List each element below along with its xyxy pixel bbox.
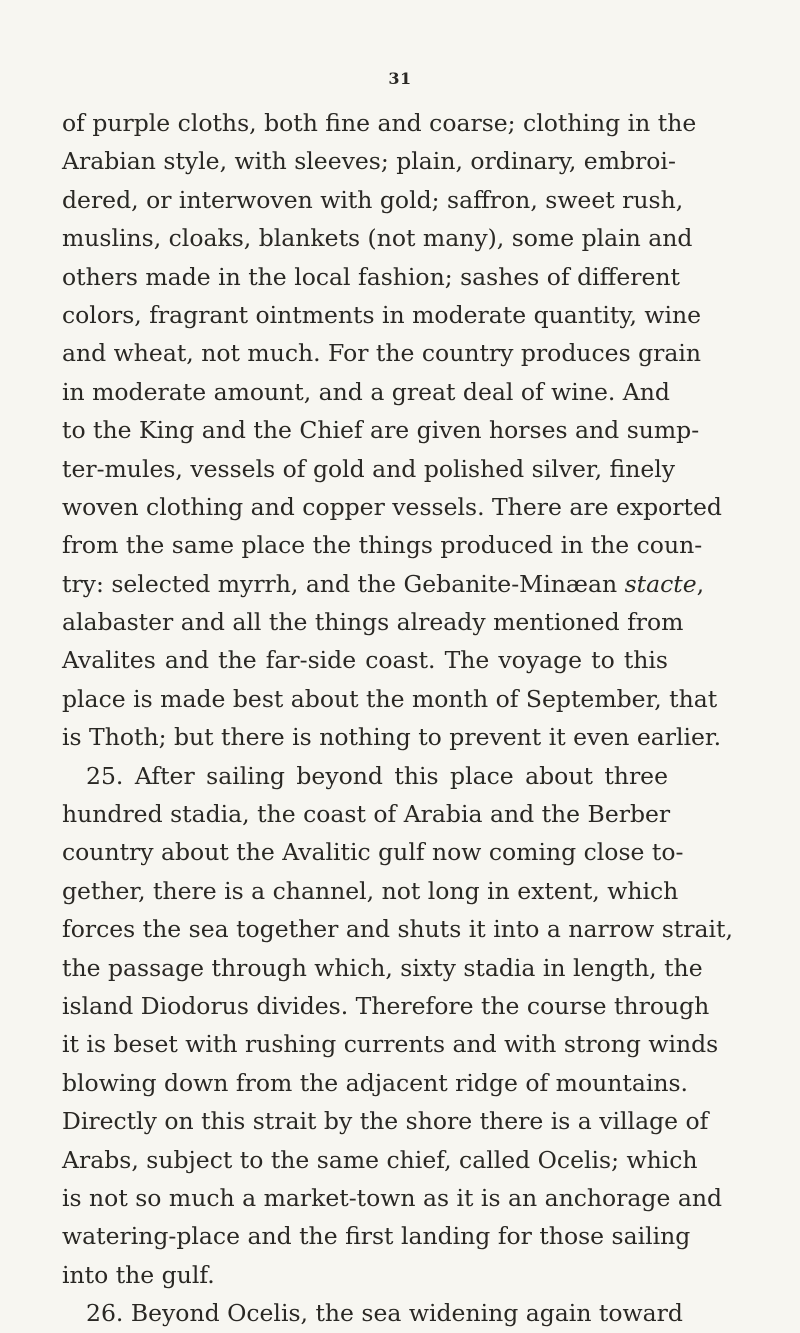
paragraph-start-line: 26. Beyond Ocelis, the sea widening again toward [86,1299,683,1328]
text-line: is Thoth; but there is nothing to prevent it even earlier. [62,723,722,752]
text-line: Arabs, subject to the same chief, called Ocelis; which [62,1145,698,1174]
text-line: country about the Avalitic gulf now coming close to- [62,838,684,867]
text-line: dered, or interwoven with gold; saffron, sweet rush, [62,185,684,214]
text-line: woven clothing and copper vessels. There are exported [62,492,722,521]
body-text [62,104,733,1333]
text-line: blowing down from the adjacent ridge of mountains. [62,1068,689,1097]
text-line: Directly on this strait by the shore there is a village of [62,1107,709,1136]
text-line: watering-place and the first landing for those sailing [62,1222,691,1251]
text-line: Arabian style, with sleeves; plain, ordinary, embroi- [62,147,676,176]
text-segment: try: selected myrrh, and the Gebanite-Minæan [62,569,625,598]
text-line: of purple cloths, both fine and coarse; clothing in the [62,109,697,137]
text-line: place is made best about the month of September, that [62,684,718,713]
text-line: the passage through which, sixty stadia in length, the [62,953,703,982]
text-line: from the same place the things produced in the coun- [62,531,703,560]
paragraph-start-line: 25. After sailing beyond this place about three [86,761,668,790]
text-line: forces the sea together and shuts it into a narrow strait, [62,915,733,944]
italic-term: stacte [624,569,697,598]
text-line: Avalites and the far-side coast. The voyage to this [62,646,668,675]
text-line: in moderate amount, and a great deal of wine. And [62,377,670,406]
text-line: and wheat, not much. For the country produces grain [62,339,702,368]
text-line: alabaster and all the things already mentioned from [62,608,684,637]
text-line: muslins, cloaks, blankets (not many), some plain and [62,224,693,253]
text-line: gether, there is a channel, not long in extent, which [62,876,679,905]
text-line: island Diodorus divides. Therefore the course through [62,991,710,1020]
text-line: into the gulf. [62,1260,215,1289]
text-line: colors, fragrant ointments in moderate quantity, wine [62,300,702,329]
text-line-with-italic [62,565,705,603]
text-line: others made in the local fashion; sashes of different [62,262,680,291]
page-number: 31 [388,69,412,88]
text-line: ter-mules, vessels of gold and polished silver, finely [62,454,676,483]
text-line: is not so much a market-town as it is an anchorage and [62,1183,723,1212]
text-line: it is beset with rushing currents and with strong winds [62,1030,719,1059]
text-segment: , [696,569,705,598]
text-line: to the King and the Chief are given horses and sump- [62,416,700,445]
text-line: hundred stadia, the coast of Arabia and the Berber [62,800,671,829]
